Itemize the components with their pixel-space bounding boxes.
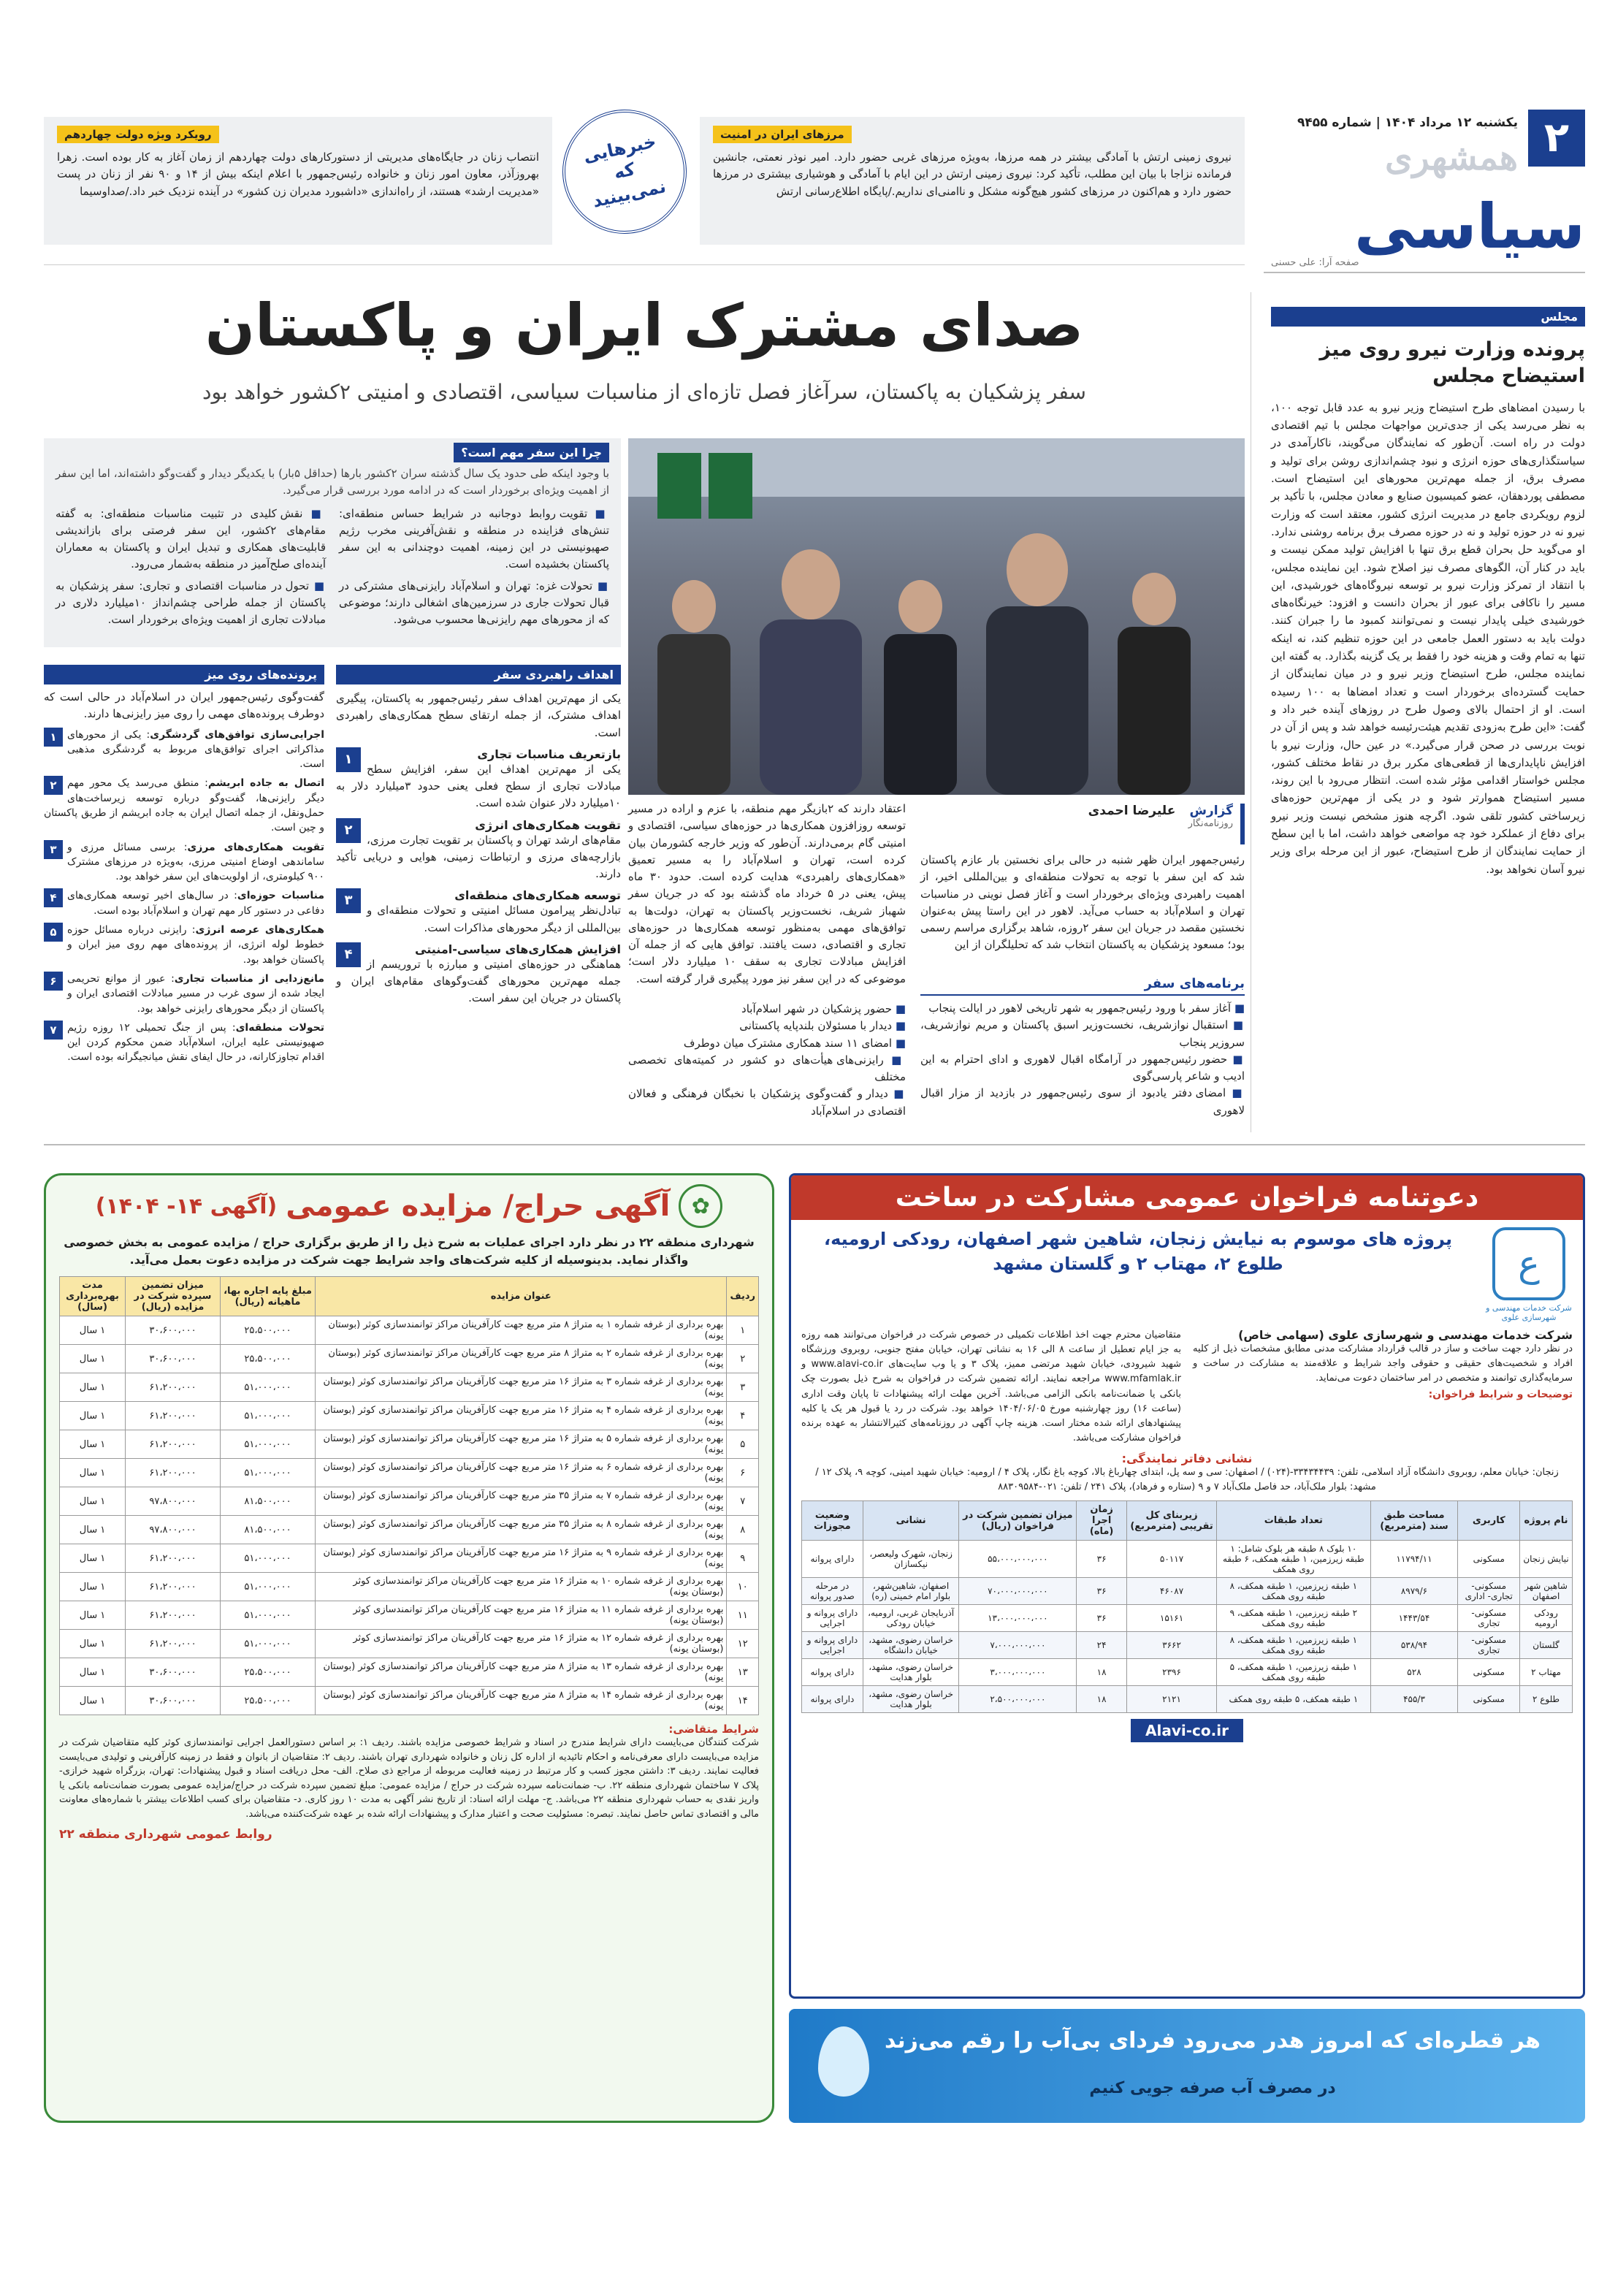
table-row	[60, 1316, 759, 1345]
axis-number: ۲	[44, 776, 63, 795]
table-cell: ۲۵،۵۰۰،۰۰۰	[221, 1316, 316, 1345]
offices-title: نشانی دفاتر نمایندگی:	[1121, 1452, 1253, 1466]
website-label: Alavi-co.ir	[1131, 1719, 1243, 1742]
issue-date: یکشنبه ۱۲ مرداد ۱۴۰۴	[1384, 115, 1518, 130]
table-cell: رودکی ارومیه	[1520, 1605, 1573, 1632]
table-cell: ۶۱،۲۰۰،۰۰۰	[126, 1573, 221, 1601]
layout-credit: صفحه آرا: علی حسنی	[1271, 257, 1359, 268]
axis-heading: تقویت همکاری‌های مرزی	[187, 841, 324, 853]
axes-box	[44, 665, 324, 1126]
table-cell: بهره برداری از غرفه شماره ۵ به متراژ ۱۶ متر مربع جهت کارآفرینان مراکز توانمندسازی کوثر (بوستان یونه)	[316, 1430, 727, 1459]
page-headline: صدای مشترک ایران و پاکستان	[205, 291, 1084, 359]
axes-title: پرونده‌های روی میز	[44, 665, 324, 684]
axis-item: ۶ مانع‌زدایی از مناسبات تجاری: عبور از موانع تحریمی ایجاد شده از سوی غرب در مسیر مبادلات اقتصادی ایران و پاکستان از دیگر محورهای رایزنی خواهد بود.	[44, 972, 324, 1016]
goal-number: ۴	[336, 942, 361, 967]
goal-text: یکی از مهم‌ترین اهداف این سفر، افزایش سطح مبادلات تجاری از سطح فعلی یعنی حدود ۳میلیارد دلار به ۱۰میلیارد دلار عنوان شده است.	[336, 762, 621, 810]
page-number-badge: ۲	[1528, 110, 1585, 167]
table-row	[60, 1601, 759, 1630]
auction-year: (آگهی ۱۴- ۱۴۰۴)	[95, 1193, 278, 1219]
axis-number: ۵	[44, 923, 63, 942]
col-header: کاربری	[1458, 1501, 1520, 1541]
axis-heading: اجرایی‌سازی توافق‌های گردشگری	[150, 728, 324, 741]
axis-item: ۱ اجرایی‌سازی توافق‌های گردشگری: یکی از محورهای مذاکراتی اجرای توافق‌های مربوط به گردشگری مذهبی است.	[44, 728, 324, 772]
table-cell: ۱ سال	[60, 1487, 126, 1516]
program-item: ■ امضای ۱۱ سند همکاری مشترک میان دوطرف	[628, 1035, 906, 1052]
table-cell: بهره برداری از غرفه شماره ۴ به متراژ ۱۶ متر مربع جهت کارآفرینان مراکز توانمندسازی کوثر (بوستان یونه)	[316, 1402, 727, 1430]
alavi-logo-caption: شرکت خدمات مهندسی و شهرسازی علوی	[1486, 1303, 1572, 1322]
program-item: ■ حضور پزشکیان در شهر اسلام‌آباد	[628, 1001, 906, 1018]
axis-number: ۷	[44, 1021, 63, 1040]
axis-item: ۴ مناسبات حوزه‌ای: در سال‌های اخیر توسعه همکاری‌های دفاعی در دستور کار مهم تهران و اسلام‌آباد بوده است.	[44, 888, 324, 918]
col-header: زمان اجرا (ماه)	[1077, 1501, 1127, 1541]
table-cell: ۱ سال	[60, 1687, 126, 1715]
table-cell: ۵۲۸	[1370, 1659, 1458, 1686]
table-cell: ۷	[727, 1487, 759, 1516]
projects-table	[801, 1500, 1573, 1713]
report-col-2: اعتقاد دارند که ۲بازیگر مهم منطقه، با عزم و اراده در مسیر توسعه روزافزون همکاری‌ها در حوزه‌های سیاسی، اقتصادی و امنیتی گام برمی‌دارند. آن‌طور که وزیر خارجه کشورمان بیان کرده است، تهران و اسلام‌آباد را به مسیر تعمیق «همکاری‌های راهبردی» هدایت کرده است. حدود ۳۰ ماه پیش، یعنی در ۵ خرداد ماه گذشته بود که در جریان سفر شهباز شریف، نخست‌وزیر پاکستان به تهران، دولت‌ها به توافق‌های مهمی به‌منظور توسعه همکاری‌ها در حوزه‌های تجاری و اقتصادی، دست یافتند. توافق هایی که از جمله آن افزایش مبادلات تجاری به سقف ۱۰ میلیارد دلار است؛ موضوعی که در این سفر نیز مورد پیگیری قرار گرفته است.	[628, 802, 906, 985]
table-cell: ۱ سال	[60, 1544, 126, 1573]
stamp	[551, 98, 698, 245]
table-cell: بهره برداری از غرفه شماره ۱۳ به متراژ ۸ متر مربع جهت کارآفرینان مراکز توانمندسازی کوثر (بوستان یونه)	[316, 1658, 727, 1687]
axis-heading: مناسبات حوزه‌ای	[237, 890, 324, 902]
goal-heading: توسعه همکاری‌های منطقه‌ای	[454, 888, 621, 903]
table-cell: ۲۱۲۱	[1126, 1686, 1216, 1713]
report-byline	[920, 804, 1245, 844]
table-cell: ۶۱،۲۰۰،۰۰۰	[126, 1430, 221, 1459]
table-cell: مسکونی- تجاری	[1458, 1605, 1520, 1632]
table-cell: ۸۱،۵۰۰،۰۰۰	[221, 1516, 316, 1544]
alavi-logo-icon: ع	[1492, 1227, 1565, 1300]
table-cell: ۳	[727, 1373, 759, 1402]
table-cell: ۱ طبقه زیرزمین، ۱ طبقه همکف، ۸ طبقه روی همکف	[1217, 1632, 1370, 1659]
table-cell: ۱۰	[727, 1573, 759, 1601]
report-role: روزنامه‌نگار	[1188, 818, 1233, 829]
table-cell: ۲۴	[1077, 1632, 1127, 1659]
axis-number: ۴	[44, 888, 63, 907]
table-cell: بهره برداری از غرفه شماره ۳ به متراژ ۱۶ متر مربع جهت کارآفرینان مراکز توانمندسازی کوثر (بوستان یونه)	[316, 1373, 727, 1402]
offices-text: زنجان: خیابان معلم، روبروی دانشگاه آزاد اسلامی، تلفن: ۳۳۴۳۴۴۳۹-(۰۲۴) / اصفهان: سی و سه پل، ابتدای چهارباغ بالا، کوچه باغ نگار، پلاک ۴ / ارومیه: خیابان شهید امینی، کوچه ۹، پلاک ۱۲ / مشهد: بلوار ملک‌آباد، حد فاصل ملک‌آباد ۷ و ۹ (ستاره و فرهاد)، پلاک ۲۴۱ / تلفن: ۰۲۱-۸۸۳۰۹۵۸۴	[815, 1467, 1559, 1493]
table-row	[802, 1632, 1573, 1659]
goals-intro: یکی از مهم‌ترین اهداف سفر رئیس‌جمهور به پاکستان، پیگیری اهداف مشترک، از جمله ارتقای سطح همکاری‌های راهبردی است.	[336, 692, 621, 739]
goal-number: ۱	[336, 747, 361, 772]
col-header: نشانی	[863, 1501, 959, 1541]
table-cell: ۶۱،۲۰۰،۰۰۰	[126, 1630, 221, 1658]
table-cell: ۶۱،۲۰۰،۰۰۰	[126, 1459, 221, 1487]
table-cell: ۵۱،۰۰۰،۰۰۰	[221, 1601, 316, 1630]
table-cell: خراسان رضوی، مشهد، خیابان دانشگاه	[863, 1632, 959, 1659]
axis-text: رایزنی درباره مسائل حوزه خطوط لوله انرژی، از پرونده‌های مهم روی میز ایران و پاکستان خواهد بود.	[67, 924, 324, 966]
goal-heading: تقویت همکاری‌های انرژی	[475, 817, 621, 832]
table-cell: ۵۱،۰۰۰،۰۰۰	[221, 1573, 316, 1601]
table-cell: ۸	[727, 1516, 759, 1544]
auction-title: آگهی حراج/ مزایده عمومی	[286, 1189, 671, 1223]
auction-ad	[44, 1173, 774, 2123]
brief-tag: مرزهای ایران در امنیت	[713, 126, 852, 143]
partnership-conditions: متقاضیان محترم جهت اخذ اطلاعات تکمیلی در خصوص شرکت در فراخوان می‌توانند همه روزه به جز ایام تعطیل از ساعت ۸ الی ۱۶ به نشانی تهران، خیابان مفتح جنوبی، روبروی ورزشگاه شهید شیرودی، خیابان شهید مرتضی ممیز، پلاک ۳ و یا وب سایت‌های www.alavi-co.ir و www.mfamlak.ir مراجعه نمایند. ارائه تضمین شرکت در فراخوان به شرح ذیل بصورت چک بانکی یا ضمانت‌نامه بانکی الزامی می‌باشد. آخرین مهلت ارائه پیشنهادات تا پایان وقت اداری (ساعت ۱۶) روز چهارشنبه مورخ ۱۴۰۴/۰۶/۰۵ خواهد بود. شرکت در رد یا قبول هر یک یا کلیه پیشنهادهای ارائه شده مختار است. هزینه چاپ آگهی در روزنامه‌های کثیرالانتشار به عهده برنده فراخوان مشارکت می‌باشد.	[801, 1330, 1181, 1443]
table-cell: ۸۹۷۹/۶	[1370, 1578, 1458, 1605]
table-cell: دارای پروانه	[802, 1541, 863, 1578]
axes-intro: گفت‌وگوی رئیس‌جمهور ایران در اسلام‌آباد در حالی است که دوطرف پرونده‌های مهمی را روی میز رایزنی‌ها دارند.	[44, 690, 324, 721]
why-box	[44, 438, 621, 647]
table-cell: آذربایجان غربی، ارومیه، خیابان رودکی	[863, 1605, 959, 1632]
table-row	[60, 1459, 759, 1487]
why-item: ■ نقش کلیدی در تثبیت مناسبات منطقه‌ای: به گفته مقام‌های ۲کشور، این سفر فرصتی برای بازاندیشی قابلیت‌های همکاری و تبدیل ایران و پاکستان به معماران آینده‌ای صلح‌آمیز در منطقه به‌شمار می‌رود.	[56, 506, 326, 573]
table-cell: ۹	[727, 1544, 759, 1573]
axis-text: عبور از موانع تحریمی ایجاد شده از سوی غرب در مسیر مبادلات اقتصادی ایران و پاکستان از دیگر محورهای رایزنی خواهد بود.	[67, 972, 324, 1015]
auction-table	[59, 1276, 759, 1715]
axis-heading: تحولات منطقه‌ای	[235, 1021, 324, 1034]
table-cell: ۱۸	[1077, 1659, 1127, 1686]
goal-text: هماهنگی در حوزه‌های امنیتی و مبارزه با تروریسم از جمله مهم‌ترین محورهای گفت‌وگوهای مقام‌های ایران و پاکستان در جریان این سفر است.	[336, 957, 621, 1005]
table-cell: ۱۱	[727, 1601, 759, 1630]
partnership-conditions-title: توضیحات و شرایط فراخوان:	[1428, 1389, 1573, 1401]
table-cell: مسکونی- تجاری	[1458, 1632, 1520, 1659]
goal-heading: افزایش همکاری‌های سیاسی-امنیتی	[415, 942, 621, 956]
goal-item	[336, 747, 621, 812]
table-cell: خراسان رضوی، مشهد، بلوار هدایت	[863, 1686, 959, 1713]
table-row	[60, 1430, 759, 1459]
goals-box	[336, 665, 621, 1126]
table-cell: مسکونی- تجاری- اداری	[1458, 1578, 1520, 1605]
partnership-company: شرکت خدمات مهندسی و شهرسازی علوی (سهامی خاص)	[1238, 1328, 1573, 1342]
table-cell: ۴	[727, 1402, 759, 1430]
water-slogan: هر قطره‌ای که امروز هدر می‌رود فردای بی‌آب را رقم می‌زند	[885, 2028, 1541, 2053]
issue-number: شماره ۹۴۵۵	[1297, 115, 1372, 130]
axis-number: ۱	[44, 728, 63, 747]
brief-tag: رویکرد ویژه دولت چهاردهم	[57, 126, 219, 143]
axis-item: ۷ تحولات منطقه‌ای: پس از جنگ تحمیلی ۱۲ روزه رژیم صهیونیستی علیه ایران، اسلام‌آباد ضمن محکوم کردن این اقدام تجاوزکارانه، در حال ایفای نقش میانجیگرانه بوده است.	[44, 1021, 324, 1065]
brief-text: نیروی زمینی ارتش با آمادگی بیشتر در همه مرزها، به‌ویژه مرزهای غربی حضور دارد. امیر نوذر نعمتی، جانشین فرمانده نزاجا با بیان این مطلب، تأکید کرد: نیروی زمینی ارتش در این ایام با آمادگی و هوشیاری بیشتری در مرزها حضور دارد و هم‌اکنون در مرزهای کشور هیچ‌گونه مشکل و ناامنی‌ای نداریم./پایگاه اطلاع‌رسانی ارتش	[713, 150, 1232, 198]
table-cell: ۱ طبقه زیرزمین، ۱ طبقه همکف، ۸ طبقه روی همکف	[1217, 1578, 1370, 1605]
table-cell: طلوع ۲	[1520, 1686, 1573, 1713]
table-cell: بهره برداری از غرفه شماره ۷ به متراژ ۳۵ متر مربع جهت کارآفرینان مراکز توانمندسازی کوثر (بوستان یونه)	[316, 1487, 727, 1516]
table-cell: ۵۳۸/۹۴	[1370, 1632, 1458, 1659]
table-cell: ۱ طبقه زیرزمین، ۱ طبقه همکف، ۵ طبقه روی همکف	[1217, 1659, 1370, 1686]
axis-text: پس از جنگ تحمیلی ۱۲ روزه رژیم صهیونیستی علیه ایران، اسلام‌آباد ضمن محکوم کردن این اقدام تجاوزکارانه، در حال ایفای نقش میانجیگرانه بوده است.	[67, 1021, 324, 1064]
program-title: برنامه‌های سفر	[920, 976, 1245, 996]
section-title: سیاسی	[1354, 191, 1585, 262]
table-cell: ۱۲	[727, 1630, 759, 1658]
goal-item	[336, 942, 621, 1007]
table-cell: ۶۱،۲۰۰،۰۰۰	[126, 1402, 221, 1430]
alavi-logo	[1485, 1227, 1573, 1322]
axis-heading: اتصال به جاده ابریشم	[207, 777, 324, 790]
program-item: ■ حضور رئیس‌جمهور در آرامگاه اقبال لاهوری و ادای احترام به این ادیب و شاعر پارسی‌گوی	[920, 1051, 1245, 1086]
table-cell: ۱ سال	[60, 1316, 126, 1345]
table-cell: ۳۰،۶۰۰،۰۰۰	[126, 1658, 221, 1687]
table-cell: مهتاب ۲	[1520, 1659, 1573, 1686]
table-cell: ۷۰،۰۰۰،۰۰۰،۰۰۰	[959, 1578, 1077, 1605]
axis-item: ۳ تقویت همکاری‌های مرزی: برسی مسائل مرزی و ساماندهی اوضاع امنیتی مرزی، به‌ویژه در مرزهای مشترک ۹۰۰ کیلومتری، از اولویت‌های این سفر خواهد بود.	[44, 840, 324, 885]
table-cell: مسکونی	[1458, 1686, 1520, 1713]
table-cell: ۸۱،۵۰۰،۰۰۰	[221, 1487, 316, 1516]
table-cell: ۱۴	[727, 1687, 759, 1715]
table-cell: در مرحله صدور پروانه	[802, 1578, 863, 1605]
table-cell: بهره برداری از غرفه شماره ۸ به متراژ ۳۵ متر مربع جهت کارآفرینان مراکز توانمندسازی کوثر (بوستان یونه)	[316, 1516, 727, 1544]
program-item: ■ دیدار و گفت‌وگوی پزشکیان با نخبگان فرهنگی و فعالان اقتصادی در اسلام‌آباد	[628, 1086, 906, 1120]
table-cell: ۹۷،۸۰۰،۰۰۰	[126, 1487, 221, 1516]
table-cell: ۵۱،۰۰۰،۰۰۰	[221, 1544, 316, 1573]
table-cell: ۱	[727, 1316, 759, 1345]
table-cell: ۲۵،۵۰۰،۰۰۰	[221, 1658, 316, 1687]
auction-intro: شهرداری منطقه ۲۲ در نظر دارد اجرای عملیات به شرح ذیل را از طریق برگزاری حراج / مزایده عمومی به بخش خصوصی واگذار نماید. بدینوسیله از کلیه شرکت‌های واجد شرایط جهت شرکت در مزایده دعوت بعمل می‌آید.	[64, 1235, 755, 1267]
table-cell: ۴۶۰۸۷	[1126, 1578, 1216, 1605]
table-cell: ۳،۰۰۰،۰۰۰،۰۰۰	[959, 1659, 1077, 1686]
table-cell: مسکونی	[1458, 1541, 1520, 1578]
sidebar-kicker: مجلس	[1271, 307, 1585, 327]
col-header: زیربنای کل تقریبی (مترمربع)	[1126, 1501, 1216, 1541]
axis-text: یکی از محورهای مذاکراتی اجرای توافق‌های مربوط به گردشگری مذهبی است.	[67, 728, 324, 771]
masthead: ۲ یکشنبه ۱۲ مرداد ۱۴۰۴ | شماره ۹۴۵۵ همشهری سیاسی	[1264, 110, 1585, 278]
table-cell: دارای پروانه و اجرایی	[802, 1605, 863, 1632]
table-cell: نیایش زنجان	[1520, 1541, 1573, 1578]
page-subtitle: سفر پزشکیان به پاکستان، سرآغاز فصل تازه‌ای از مناسبات سیاسی، اقتصادی و امنیتی ۲کشور خواهد بود	[202, 380, 1086, 404]
program-item: ■ دیدار با مسئولان بلندپایه پاکستانی	[628, 1018, 906, 1034]
axis-number: ۶	[44, 972, 63, 991]
paper-logo: همشهری	[1384, 137, 1518, 178]
table-row	[802, 1659, 1573, 1686]
table-cell: ۶	[727, 1459, 759, 1487]
table-cell: ۵	[727, 1430, 759, 1459]
brief-text: انتصاب زنان در جایگاه‌های مدیریتی از دستورکارهای دولت چهاردهم از زمان آغاز به کار بوده است. زهرا بهروزآذر، معاون امور زنان و خانواده رئیس‌جمهور با اعلام اینکه بیش از ۱۴ و ۹۰ نفر از زنان در پست «مدیریت ارشد» هستند، از راه‌اندازی «داشبورد مدیران زن کشور» در آینده نزدیک خبر داد./صداوسیما	[57, 150, 540, 198]
table-cell: بهره برداری از غرفه شماره ۱۱ به متراژ ۱۶ متر مربع جهت کارآفرینان مراکز توانمندسازی کوثر (بوستان یونه)	[316, 1601, 727, 1630]
partnership-title: دعوتنامه فراخوان عمومی مشارکت در ساخت	[791, 1175, 1583, 1220]
col-header: مساحت طبق سند (مترمربع)	[1370, 1501, 1458, 1541]
axis-heading: مانع‌زدایی از مناسبات تجاری	[174, 972, 324, 985]
table-cell: خراسان رضوی، مشهد، بلوار هدایت	[863, 1659, 959, 1686]
report-col-1: رئیس‌جمهور ایران ظهر شنبه در حالی برای نخستین بار عازم پاکستان شد که این سفر با توجه به تحولات منطقه‌ای و بین‌المللی اخیر، از اهمیت راهبردی ویژه‌ای برخوردار است و آغاز فصل نوینی در مناسبات تهران و اسلام‌آباد به حساب می‌آید. لاهور در این راستا پیش به‌عنوان نخستین مقصد در جریان این سفر ۲روزه، شاهد برگزاری مراسم رسمی بود؛ مسعود پزشکیان به پاکستان انتخاب شد که تحلیلگران از این	[920, 853, 1245, 952]
goal-item	[336, 818, 621, 883]
table-cell: ۲	[727, 1345, 759, 1373]
col-header: عنوان مزایده	[316, 1277, 727, 1316]
report-author: علیرضا احمدی	[1088, 804, 1176, 818]
axis-heading: همکاری‌های عرصه انرژی	[195, 924, 324, 937]
table-cell: ۳۰،۶۰۰،۰۰۰	[126, 1316, 221, 1345]
table-cell: ۱ طبقه همکف، ۵ طبقه روی همکف	[1217, 1686, 1370, 1713]
table-cell: زنجان، شهرک ولیعصر، نیکسازان	[863, 1541, 959, 1578]
col-header: ردیف	[727, 1277, 759, 1316]
table-cell: بهره برداری از غرفه شماره ۶ به متراژ ۱۶ متر مربع جهت کارآفرینان مراکز توانمندسازی کوثر (بوستان یونه)	[316, 1459, 727, 1487]
table-cell: دارای پروانه	[802, 1659, 863, 1686]
axis-item: ۵ همکاری‌های عرصه انرژی: رایزنی درباره مسائل حوزه خطوط لوله انرژی، از پرونده‌های مهم روی میز ایران و پاکستان خواهد بود.	[44, 923, 324, 967]
goals-title: اهداف راهبردی سفر	[336, 665, 621, 684]
col-header: مدت بهره‌برداری (سال)	[60, 1277, 126, 1316]
program-item: ■ استقبال نوازشریف، نخست‌وزیر اسبق پاکستان و مریم نوازشریف، سروزیر پنجاب	[920, 1017, 1245, 1051]
table-cell: دارای پروانه	[802, 1686, 863, 1713]
col-header: میزان تضمین سپرده شرکت در مزایده (ریال)	[126, 1277, 221, 1316]
col-header: وضعیت مجوزات	[802, 1501, 863, 1541]
table-cell: ۱ سال	[60, 1459, 126, 1487]
goal-number: ۳	[336, 888, 361, 913]
table-cell: ۲۵،۵۰۰،۰۰۰	[221, 1345, 316, 1373]
goal-text: مقام‌های ارشد تهران و پاکستان بر تقویت تجارت مرزی، بازارچه‌های مرزی و ارتباطات زمینی، هوایی و دریایی تأکید دارند.	[336, 833, 621, 880]
brief-borders	[700, 117, 1245, 245]
axis-text: منطق می‌رسد یک محور مهم دیگر رایزنی‌ها، گفت‌وگو درباره توسعه زیرساخت‌های حمل‌ونقل، از جمله اتصال ایران به جاده ابریشم از طریق پاکستان و چین است.	[44, 777, 324, 834]
table-cell: بهره برداری از غرفه شماره ۱۴ به متراژ ۸ متر مربع جهت کارآفرینان مراکز توانمندسازی کوثر (بوستان یونه)	[316, 1687, 727, 1715]
program-item: ■ رایزنی‌های هیأت‌های دو کشور در کمیته‌های تخصصی مختلف	[628, 1052, 906, 1086]
table-row	[60, 1544, 759, 1573]
table-cell: ۱۳	[727, 1658, 759, 1687]
table-cell: ۵۰۱۱۷	[1126, 1541, 1216, 1578]
municipality-logo-icon: ✿	[679, 1184, 722, 1228]
table-cell: اصفهان، شاهین‌شهر، بلوار امام خمینی (ره)	[863, 1578, 959, 1605]
table-cell: ۱ سال	[60, 1601, 126, 1630]
col-header: میزان تضمین شرکت در فراخوان (ریال)	[959, 1501, 1077, 1541]
table-cell: ۵۱،۰۰۰،۰۰۰	[221, 1402, 316, 1430]
stamp-text: خبرهایی که نمی‌بینید	[581, 131, 668, 212]
col-header: مبلغ پایه اجاره بها، ماهیانه (ریال)	[221, 1277, 316, 1316]
photo-figures	[628, 438, 1245, 795]
auction-conditions: شرکت کنندگان می‌بایست دارای شرایط مندرج در اسناد و شرایط خصوصی مزایده باشند. ردیف ۱: بر اساس دستورالعمل اجرایی توانمندسازی کوثر کلیه متقاضیان شرکت در مزایده می‌بایست دارای معرفی‌نامه و احکام تائیدیه از اداره کل زنان و خانواده شهرداری تهران باشند. ردیف ۲: متقاضیان از بانوان و فقط در زمینه کارآفرینی و تولیدی می‌بایست فعالیت نمایند. ردیف ۳: داشتن مجوز کسب و کار مرتبط در زمینه فعالیت مربوطه از مراجع ذی صلاح. الف- محل دریافت اسناد و قبول پیشنهادات: تهران، بزرگراه شهید خرازی- پلاک ۷ ساختمان شهرداری منطقه ۲۲. ب- ضمانت‌نامه سپرده شرکت در حراج / مزایده عمومی: مبلغ تضمین سپرده شرکت در حراج/مزایده عمومی بصورت ضمانت‌نامه بانکی یا واریز نقدی به حساب شهرداری منطقه ۲۲ می‌باشد. ج- مهلت ارائه اسناد: از تاریخ نشر آگهی به مدت ۱۰ روز کاری. د- متقاضیان برای کسب اطلاعات بیشتر با شماره‌های معاونت مالی و اقتصادی تماس حاصل نمایند. تبصره: مسئولیت صحت و اعتبار مدارک و پیشنهادات ارائه شده بر عهده شرکت‌کننده می‌باشد.	[59, 1737, 759, 1820]
why-intro: با وجود اینکه طی حدود یک سال گذشته سران ۲کشور بارها (حداقل ۵بار) با یکدیگر دیدار و گفت‌وگو داشته‌اند، اما این سفر از اهمیت ویژه‌ای برخوردار است که در ادامه مورد بررسی قرار می‌گیرد.	[56, 467, 610, 497]
table-row	[60, 1402, 759, 1430]
auction-signature: روابط عمومی شهرداری منطقه ۲۲	[59, 1827, 272, 1842]
why-title: چرا این سفر مهم است؟	[454, 443, 609, 462]
auction-conditions-title: شرایط متقاضی:	[668, 1723, 759, 1736]
table-row	[60, 1630, 759, 1658]
why-item: ■ تحول در مناسبات اقتصادی و تجاری: سفر پزشکیان به پاکستان از جمله طراحی چشم‌انداز ۱۰میلیارد دلاری در مبادلات تجاری از اهمیت ویژه‌ای برخوردار است.	[56, 578, 326, 629]
table-cell: بهره برداری از غرفه شماره ۱۲ به متراژ ۱۶ متر مربع جهت کارآفرینان مراکز توانمندسازی کوثر (بوستان یونه)	[316, 1630, 727, 1658]
table-row	[60, 1345, 759, 1373]
table-cell: ۲۳۹۶	[1126, 1659, 1216, 1686]
table-cell: بهره برداری از غرفه شماره ۲ به متراژ ۸ متر مربع جهت کارآفرینان مراکز توانمندسازی کوثر (بوستان یونه)	[316, 1345, 727, 1373]
table-row	[802, 1605, 1573, 1632]
table-cell: ۳۰،۶۰۰،۰۰۰	[126, 1345, 221, 1373]
report-kicker: گزارش	[1189, 804, 1233, 818]
table-cell: ۲،۵۰۰،۰۰۰،۰۰۰	[959, 1686, 1077, 1713]
why-item: ■ تقویت روابط دوجانبه در شرایط حساس منطقه‌ای: تنش‌های فزاینده در منطقه و نقش‌آفرینی مخرب رژیم صهیونیستی در این زمینه، اهمیت دوچندانی به این سفر پاکستان بخشیده است.	[339, 506, 609, 573]
table-row	[60, 1573, 759, 1601]
sidebar-article	[1271, 307, 1585, 1125]
goal-text: تبادل‌نظر پیرامون مسائل امنیتی و تحولات منطقه‌ای و بین‌المللی از دیگر محورهای مذاکرات است.	[367, 904, 621, 934]
table-cell: ۱ سال	[60, 1345, 126, 1373]
axis-item: ۲ اتصال به جاده ابریشم: منطق می‌رسد یک محور مهم دیگر رایزنی‌ها، گفت‌وگو درباره توسعه زیرساخت‌های حمل‌ونقل، از جمله اتصال ایران به جاده ابریشم از طریق پاکستان و چین است.	[44, 777, 324, 834]
table-cell: بهره برداری از غرفه شماره ۹ به متراژ ۱۶ متر مربع جهت کارآفرینان مراکز توانمندسازی کوثر (بوستان یونه)	[316, 1544, 727, 1573]
table-cell: ۹۷،۸۰۰،۰۰۰	[126, 1516, 221, 1544]
partnership-website	[791, 1719, 1583, 1742]
table-cell: ۵۵،۰۰۰،۰۰۰،۰۰۰	[959, 1541, 1077, 1578]
partnership-subtitle: پروژه های موسوم به نیایش زنجان، شاهین شهر اصفهان، رودکی ارومیه، طلوع ۲، مهتاب ۲ و گلستان مشهد	[823, 1229, 1452, 1274]
table-cell: ۳۶	[1077, 1541, 1127, 1578]
table-row	[60, 1687, 759, 1715]
table-cell: ۳۶	[1077, 1605, 1127, 1632]
program-box	[920, 976, 1245, 1126]
table-cell: شاهین شهر اصفهان	[1520, 1578, 1573, 1605]
table-cell: ۱۸	[1077, 1686, 1127, 1713]
table-cell: ۵۱،۰۰۰،۰۰۰	[221, 1430, 316, 1459]
table-cell: ۶۱،۲۰۰،۰۰۰	[126, 1373, 221, 1402]
table-row	[60, 1373, 759, 1402]
table-cell: ۵۱،۰۰۰،۰۰۰	[221, 1630, 316, 1658]
table-row	[802, 1686, 1573, 1713]
lead-photo	[628, 438, 1245, 795]
water-drop-icon	[818, 2026, 869, 2097]
water-ad	[789, 2009, 1585, 2123]
table-cell: گلستان	[1520, 1632, 1573, 1659]
table-cell: ۱ سال	[60, 1373, 126, 1402]
table-cell: بهره برداری از غرفه شماره ۱ به متراژ ۸ متر مربع جهت کارآفرینان مراکز توانمندسازی کوثر (بوستان یونه)	[316, 1316, 727, 1345]
sidebar-title: پرونده وزارت نیرو روی میز استیضاح مجلس	[1319, 338, 1585, 388]
table-cell: ۴۵۵/۳	[1370, 1686, 1458, 1713]
table-cell: ۶۱،۲۰۰،۰۰۰	[126, 1601, 221, 1630]
partnership-ad	[789, 1173, 1585, 1999]
table-row	[802, 1541, 1573, 1578]
table-cell: ۱ سال	[60, 1430, 126, 1459]
col-header: تعداد طبقات	[1217, 1501, 1370, 1541]
table-cell: ۱۵۱۶۱	[1126, 1605, 1216, 1632]
table-cell: ۱ سال	[60, 1658, 126, 1687]
why-item: ■ تحولات غزه: تهران و اسلام‌آباد رایزنی‌های مشترکی در قبال تحولات جاری در سرزمین‌های اشغالی دارند؛ موضوعی که از محورهای مهم رایزنی‌ها محسوب می‌شود.	[339, 578, 609, 629]
water-footer: در مصرف آب صرفه جویی کنیم	[1089, 2079, 1336, 2097]
table-cell: ۷،۰۰۰،۰۰۰،۰۰۰	[959, 1632, 1077, 1659]
table-cell: ۱۴۴۳/۵۴	[1370, 1605, 1458, 1632]
table-cell: ۲۵،۵۰۰،۰۰۰	[221, 1687, 316, 1715]
program-box-2	[628, 1001, 906, 1126]
col-header: نام پروژه	[1520, 1501, 1573, 1541]
table-cell: ۱ سال	[60, 1573, 126, 1601]
sidebar-body: با رسیدن امضاهای طرح استیضاح وزیر نیرو به عدد قابل توجه ۱۰۰، به نظر می‌رسد یکی از جدی‌ترین مواجهات مجلس با تیم اقتصادی دولت در راه است. آن‌طور که نمایندگان می‌گویند، ناکارآمدی در سیاستگذاری‌های حوزه انرژی و نبود چشم‌اندازی روشن برای تولید و مصرف برق، از جمله مهم‌ترین محورهای این استیضاح است. مصطفی پوردهقان، عضو کمیسیون صنایع و معادن مجلس، با تأکید بر لزوم رویکردی جامع در مدیریت انرژی کشور، معتقد است که وزارت نیرو نه در حوزه تولید و نه در حوزه مصرف برق برنامه روشنی ندارد. او می‌گوید حل بحران قطع برق تنها با افزایش تولید ممکن نیست و باید در کنار آن، الگوهای مصرف نیز اصلاح شود. این نماینده مجلس، با انتقاد از تمرکز وزارت نیرو بر توسعه نیروگاه‌های خورشیدی، این مسیر را ناکافی برای عبور از بحران دانست و افزود: خیرنگاه‌های خورشیدی خیلی پایدار نیست و نمی‌توانند کمبود ما را جبران کنند. دولت باید به دستور العمل جامعی در این حوزه تنظیم کند، نه اینکه تنها به تمام وقت و هزینه خود را فقط بر یک گزینه بگذارد. به گفته این نماینده مجلس، طرح استیضاح وزیر نیرو و در میان نمایندگان از حمایت گسترده‌ای برخوردار است و تعداد امضاها به ۱۰۰ رسیده است. او از احتمال بالای وصول طرح در روزهای آینده خبر داد و گفت: «این طرح به‌زودی تقدیم هیئت‌رئیسه خواهد شد و پس از آن در نوبت بررسی در صحن قرار می‌گیرد.» در عین حال، وزارت نیرو با افزایش ناپایداری‌ها از قطعی‌های مکرر برق در نقاط مختلف کشور، مجلس خواستار اقدامی مؤثر شده است. انتظار می‌رود با این روند، مسیر استیضاح هموارتر شود و در یکی از مهم‌ترین حوزه‌های زیرساختی کشور تلقی شود. اگرچه هنوز مشخص نیست وزیر نیرو برای دفاع از عملکرد خود چه مواضعی خواهد داشت، اما با این سطح از حمایت نمایندگان از طرح استیضاح، عبور از این مرحله برای وزیر نیرو آسان نخواهد بود.	[1271, 400, 1585, 876]
table-cell: ۱ سال	[60, 1516, 126, 1544]
table-cell: مسکونی	[1458, 1659, 1520, 1686]
table-cell: ۲ طبقه زیرزمین، ۱ طبقه همکف، ۹ طبقه روی همکف	[1217, 1605, 1370, 1632]
goal-number: ۲	[336, 818, 361, 843]
table-cell: ۵۱،۰۰۰،۰۰۰	[221, 1459, 316, 1487]
table-cell: ۱ سال	[60, 1630, 126, 1658]
table-cell: دارای پروانه و اجرایی	[802, 1632, 863, 1659]
axis-text: در سال‌های اخیر توسعه همکاری‌های دفاعی در دستور کار مهم تهران و اسلام‌آباد بوده است.	[67, 890, 324, 917]
table-row	[60, 1658, 759, 1687]
table-cell: ۵۱،۰۰۰،۰۰۰	[221, 1373, 316, 1402]
table-cell: ۱۰ بلوک ۸ طبقه هر بلوک شامل: ۱ طبقه زیرزمین، ۱ طبقه همکف، ۶ طبقه روی همکف	[1217, 1541, 1370, 1578]
table-cell: ۳۰،۶۰۰،۰۰۰	[126, 1687, 221, 1715]
table-cell: ۶۱،۲۰۰،۰۰۰	[126, 1544, 221, 1573]
brief-women	[44, 117, 552, 245]
table-cell: ۱۱۷۹۴/۱۱	[1370, 1541, 1458, 1578]
program-item: ■ امضای دفتر یادبود از سوی رئیس‌جمهور در بازدید از مزار اقبال لاهوری	[920, 1085, 1245, 1119]
goal-heading: بازتعریف مناسبات تجاری	[477, 747, 621, 761]
table-row	[60, 1487, 759, 1516]
table-row	[60, 1516, 759, 1544]
table-cell: ۳۶۶۲	[1126, 1632, 1216, 1659]
table-cell: ۱۳،۰۰۰،۰۰۰،۰۰۰	[959, 1605, 1077, 1632]
table-row	[802, 1578, 1573, 1605]
table-cell: ۳۶	[1077, 1578, 1127, 1605]
partnership-intro: در نظر دارد جهت ساخت و ساز در قالب قرارداد مشارکت مدنی مطابق مشخصات ذیل از کلیه افراد و شخصیت‌های حقیقی و حقوقی واجد شرایط و علاقه‌مند به مشارکت در ساخت و سرمایه‌گذاری توانمند و متخصص در امر ساختمان دعوت می‌نماید.	[1193, 1343, 1573, 1384]
goal-item	[336, 888, 621, 937]
axis-text: برسی مسائل مرزی و ساماندهی اوضاع امنیتی مرزی، به‌ویژه در مرزهای مشترک ۹۰۰ کیلومتری، از اولویت‌های این سفر خواهد بود.	[67, 841, 324, 883]
table-cell: ۱ سال	[60, 1402, 126, 1430]
axis-number: ۳	[44, 840, 63, 859]
table-cell: بهره برداری از غرفه شماره ۱۰ به متراژ ۱۶ متر مربع جهت کارآفرینان مراکز توانمندسازی کوثر (بوستان یونه)	[316, 1573, 727, 1601]
program-item: ■ آغاز سفر با ورود رئیس‌جمهور به شهر تاریخی لاهور در ایالت پنجاب	[920, 1000, 1245, 1017]
